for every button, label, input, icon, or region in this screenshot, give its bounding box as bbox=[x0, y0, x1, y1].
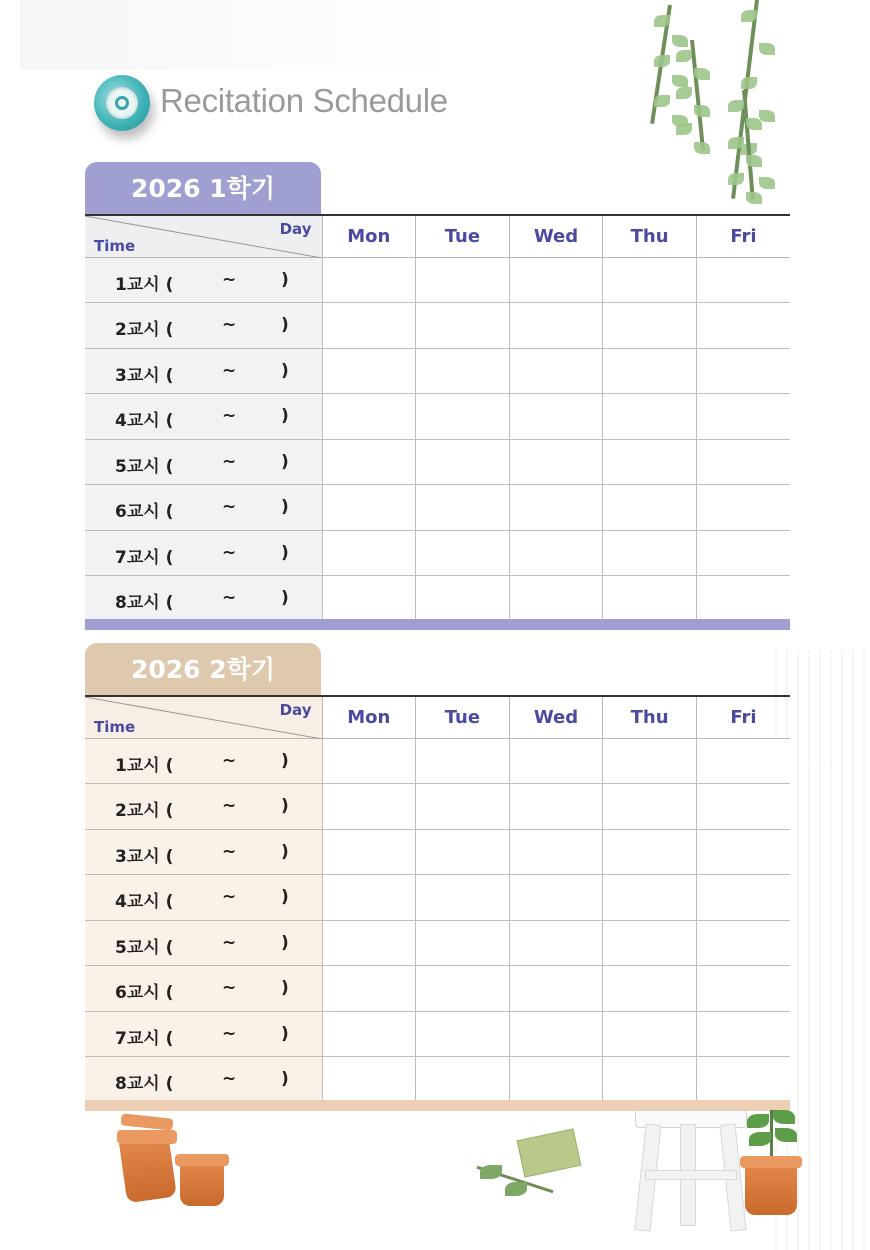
schedule-cell[interactable] bbox=[509, 576, 603, 622]
schedule-cell[interactable] bbox=[603, 348, 697, 394]
schedule-cell[interactable] bbox=[603, 485, 697, 531]
period-cell bbox=[85, 920, 322, 966]
table-row bbox=[85, 576, 790, 622]
schedule-cell[interactable] bbox=[416, 966, 510, 1012]
period-label: 8교시 ( bbox=[115, 1074, 174, 1094]
schedule-cell[interactable] bbox=[603, 829, 697, 875]
schedule-cell[interactable] bbox=[696, 875, 790, 921]
schedule-cell[interactable] bbox=[603, 257, 697, 303]
schedule-cell[interactable] bbox=[322, 348, 416, 394]
period-label: 5교시 ( bbox=[115, 937, 174, 958]
schedule-cell[interactable] bbox=[322, 394, 416, 440]
period-cell bbox=[85, 738, 322, 784]
schedule-cell[interactable] bbox=[416, 439, 510, 485]
schedule-cell[interactable] bbox=[603, 966, 697, 1012]
schedule-cell[interactable] bbox=[696, 738, 790, 784]
schedule-cell[interactable] bbox=[603, 1011, 697, 1057]
table-row bbox=[85, 1057, 790, 1103]
schedule-cell[interactable] bbox=[322, 576, 416, 622]
period-close: ) bbox=[281, 932, 289, 953]
period-close: ) bbox=[281, 542, 289, 563]
period-cell bbox=[85, 530, 322, 576]
period-label: 1교시 ( bbox=[115, 274, 174, 295]
period-separator: ~ bbox=[222, 1069, 237, 1089]
schedule-cell[interactable] bbox=[416, 348, 510, 394]
table-row bbox=[85, 485, 790, 531]
schedule-cell[interactable] bbox=[416, 875, 510, 921]
period-cell bbox=[85, 394, 322, 440]
schedule-cell[interactable] bbox=[322, 784, 416, 830]
schedule-cell[interactable] bbox=[696, 1011, 790, 1057]
period-cell bbox=[85, 1057, 322, 1103]
period-separator: ~ bbox=[222, 269, 237, 290]
schedule-cell[interactable] bbox=[416, 738, 510, 784]
schedule-cell[interactable] bbox=[696, 966, 790, 1012]
schedule-cell[interactable] bbox=[416, 303, 510, 349]
period-separator: ~ bbox=[222, 588, 237, 608]
schedule-cell[interactable] bbox=[696, 576, 790, 622]
period-label: 6교시 ( bbox=[115, 502, 174, 522]
period-cell bbox=[85, 1011, 322, 1057]
day-header-wed: Wed bbox=[509, 215, 603, 257]
schedule-cell[interactable] bbox=[509, 966, 603, 1012]
period-cell bbox=[85, 348, 322, 394]
schedule-cell[interactable] bbox=[416, 530, 510, 576]
table-row bbox=[85, 439, 790, 485]
period-separator: ~ bbox=[222, 841, 237, 862]
table-row bbox=[85, 394, 790, 440]
day-header-thu: Thu bbox=[603, 215, 697, 257]
schedule-cell[interactable] bbox=[416, 920, 510, 966]
table-footer-bar bbox=[85, 619, 790, 630]
period-label: 3교시 ( bbox=[115, 365, 174, 386]
background-wash bbox=[20, 0, 460, 70]
schedule-cell[interactable] bbox=[509, 1011, 603, 1057]
period-label: 2교시 ( bbox=[115, 320, 174, 340]
period-cell bbox=[85, 576, 322, 622]
period-cell bbox=[85, 257, 322, 303]
schedule-cell[interactable] bbox=[509, 439, 603, 485]
semester-tab: 2026 1학기 bbox=[85, 162, 321, 216]
time-label: Time bbox=[94, 717, 136, 736]
period-label: 5교시 ( bbox=[115, 456, 174, 477]
day-header-fri: Fri bbox=[696, 215, 790, 257]
table-row bbox=[85, 348, 790, 394]
schedule-cell[interactable] bbox=[696, 485, 790, 531]
day-header-tue: Tue bbox=[416, 696, 510, 738]
schedule-cell[interactable] bbox=[696, 348, 790, 394]
schedule-cell[interactable] bbox=[416, 1057, 510, 1103]
period-close: ) bbox=[281, 497, 289, 517]
schedule-cell[interactable] bbox=[696, 1057, 790, 1103]
table-row bbox=[85, 875, 790, 921]
period-label: 3교시 ( bbox=[115, 846, 174, 867]
schedule-table bbox=[85, 214, 790, 622]
day-header-mon: Mon bbox=[322, 215, 416, 257]
corner-header bbox=[85, 696, 322, 738]
schedule-cell[interactable] bbox=[696, 394, 790, 440]
period-close: ) bbox=[281, 887, 289, 907]
schedule-cell[interactable] bbox=[696, 257, 790, 303]
period-separator: ~ bbox=[222, 978, 237, 998]
period-close: ) bbox=[281, 406, 289, 426]
period-label: 7교시 ( bbox=[115, 547, 174, 568]
schedule-cell[interactable] bbox=[696, 784, 790, 830]
table-row bbox=[85, 784, 790, 830]
schedule-cell[interactable] bbox=[696, 303, 790, 349]
schedule-cell[interactable] bbox=[322, 530, 416, 576]
period-close: ) bbox=[281, 1069, 289, 1089]
schedule-cell[interactable] bbox=[509, 348, 603, 394]
table-row bbox=[85, 1011, 790, 1057]
schedule-table bbox=[85, 695, 790, 1103]
soap-bar-icon bbox=[517, 1128, 582, 1177]
schedule-cell[interactable] bbox=[509, 394, 603, 440]
table-row bbox=[85, 829, 790, 875]
period-label: 6교시 ( bbox=[115, 983, 174, 1003]
period-cell bbox=[85, 303, 322, 349]
gear-circle-icon bbox=[94, 75, 150, 131]
day-label: Day bbox=[279, 701, 312, 719]
schedule-cell[interactable] bbox=[416, 784, 510, 830]
period-separator: ~ bbox=[222, 497, 237, 517]
day-header-wed: Wed bbox=[509, 696, 603, 738]
schedule-cell[interactable] bbox=[509, 257, 603, 303]
period-close: ) bbox=[281, 451, 289, 472]
schedule-cell[interactable] bbox=[603, 530, 697, 576]
table-row bbox=[85, 920, 790, 966]
day-header-thu: Thu bbox=[603, 696, 697, 738]
period-separator: ~ bbox=[222, 1023, 237, 1044]
period-label: 7교시 ( bbox=[115, 1028, 174, 1049]
schedule-cell[interactable] bbox=[509, 784, 603, 830]
schedule-cell[interactable] bbox=[416, 257, 510, 303]
page-title: Recitation Schedule bbox=[160, 82, 448, 119]
table-row bbox=[85, 530, 790, 576]
period-close: ) bbox=[281, 315, 289, 335]
period-cell bbox=[85, 829, 322, 875]
period-label: 4교시 ( bbox=[115, 892, 174, 912]
schedule-cell[interactable] bbox=[603, 303, 697, 349]
schedule-cell[interactable] bbox=[416, 394, 510, 440]
period-separator: ~ bbox=[222, 796, 237, 816]
schedule-cell[interactable] bbox=[603, 394, 697, 440]
period-separator: ~ bbox=[222, 360, 237, 381]
schedule-cell[interactable] bbox=[416, 829, 510, 875]
schedule-cell[interactable] bbox=[509, 738, 603, 784]
table-row bbox=[85, 303, 790, 349]
schedule-cell[interactable] bbox=[696, 920, 790, 966]
schedule-cell[interactable] bbox=[509, 875, 603, 921]
schedule-cell[interactable] bbox=[322, 439, 416, 485]
schedule-cell[interactable] bbox=[322, 966, 416, 1012]
schedule-cell[interactable] bbox=[509, 485, 603, 531]
period-separator: ~ bbox=[222, 451, 237, 472]
schedule-cell[interactable] bbox=[509, 920, 603, 966]
period-close: ) bbox=[281, 750, 289, 771]
schedule-cell[interactable] bbox=[322, 303, 416, 349]
schedule-cell[interactable] bbox=[696, 829, 790, 875]
schedule-cell[interactable] bbox=[603, 439, 697, 485]
period-close: ) bbox=[281, 978, 289, 998]
schedule-cell[interactable] bbox=[322, 829, 416, 875]
period-separator: ~ bbox=[222, 542, 237, 563]
day-header-mon: Mon bbox=[322, 696, 416, 738]
day-header-tue: Tue bbox=[416, 215, 510, 257]
schedule-cell[interactable] bbox=[322, 1057, 416, 1103]
period-close: ) bbox=[281, 1023, 289, 1044]
day-label: Day bbox=[279, 220, 312, 238]
schedule-cell[interactable] bbox=[322, 257, 416, 303]
schedule-cell[interactable] bbox=[509, 829, 603, 875]
period-separator: ~ bbox=[222, 406, 237, 426]
schedule-cell[interactable] bbox=[322, 875, 416, 921]
period-cell bbox=[85, 485, 322, 531]
schedule-cell[interactable] bbox=[603, 576, 697, 622]
period-close: ) bbox=[281, 588, 289, 608]
schedule-cell[interactable] bbox=[322, 1011, 416, 1057]
period-label: 8교시 ( bbox=[115, 593, 174, 613]
period-label: 2교시 ( bbox=[115, 801, 174, 821]
schedule-cell[interactable] bbox=[603, 875, 697, 921]
schedule-cell[interactable] bbox=[416, 1011, 510, 1057]
period-close: ) bbox=[281, 360, 289, 381]
period-cell bbox=[85, 784, 322, 830]
table-row bbox=[85, 966, 790, 1012]
schedule-cell[interactable] bbox=[322, 485, 416, 531]
period-close: ) bbox=[281, 269, 289, 290]
schedule-cell[interactable] bbox=[696, 439, 790, 485]
schedule-cell[interactable] bbox=[509, 530, 603, 576]
period-label: 4교시 ( bbox=[115, 411, 174, 431]
schedule-cell[interactable] bbox=[322, 920, 416, 966]
schedule-cell[interactable] bbox=[509, 1057, 603, 1103]
semester-tab: 2026 2학기 bbox=[85, 643, 321, 697]
period-cell bbox=[85, 439, 322, 485]
period-cell bbox=[85, 966, 322, 1012]
period-close: ) bbox=[281, 841, 289, 862]
schedule-cell[interactable] bbox=[603, 738, 697, 784]
schedule-cell[interactable] bbox=[416, 485, 510, 531]
period-cell bbox=[85, 875, 322, 921]
period-separator: ~ bbox=[222, 315, 237, 335]
schedule-cell[interactable] bbox=[603, 920, 697, 966]
period-separator: ~ bbox=[222, 887, 237, 907]
period-label: 1교시 ( bbox=[115, 755, 174, 776]
period-separator: ~ bbox=[222, 750, 237, 771]
schedule-cell[interactable] bbox=[416, 576, 510, 622]
table-row bbox=[85, 738, 790, 784]
period-close: ) bbox=[281, 796, 289, 816]
schedule-cell[interactable] bbox=[696, 530, 790, 576]
schedule-cell[interactable] bbox=[603, 1057, 697, 1103]
period-separator: ~ bbox=[222, 932, 237, 953]
corner-header bbox=[85, 215, 322, 257]
table-row bbox=[85, 257, 790, 303]
bottom-decoration bbox=[85, 1110, 790, 1243]
schedule-cell[interactable] bbox=[509, 303, 603, 349]
schedule-cell[interactable] bbox=[322, 738, 416, 784]
time-label: Time bbox=[94, 236, 136, 255]
day-header-fri: Fri bbox=[696, 696, 790, 738]
schedule-cell[interactable] bbox=[603, 784, 697, 830]
